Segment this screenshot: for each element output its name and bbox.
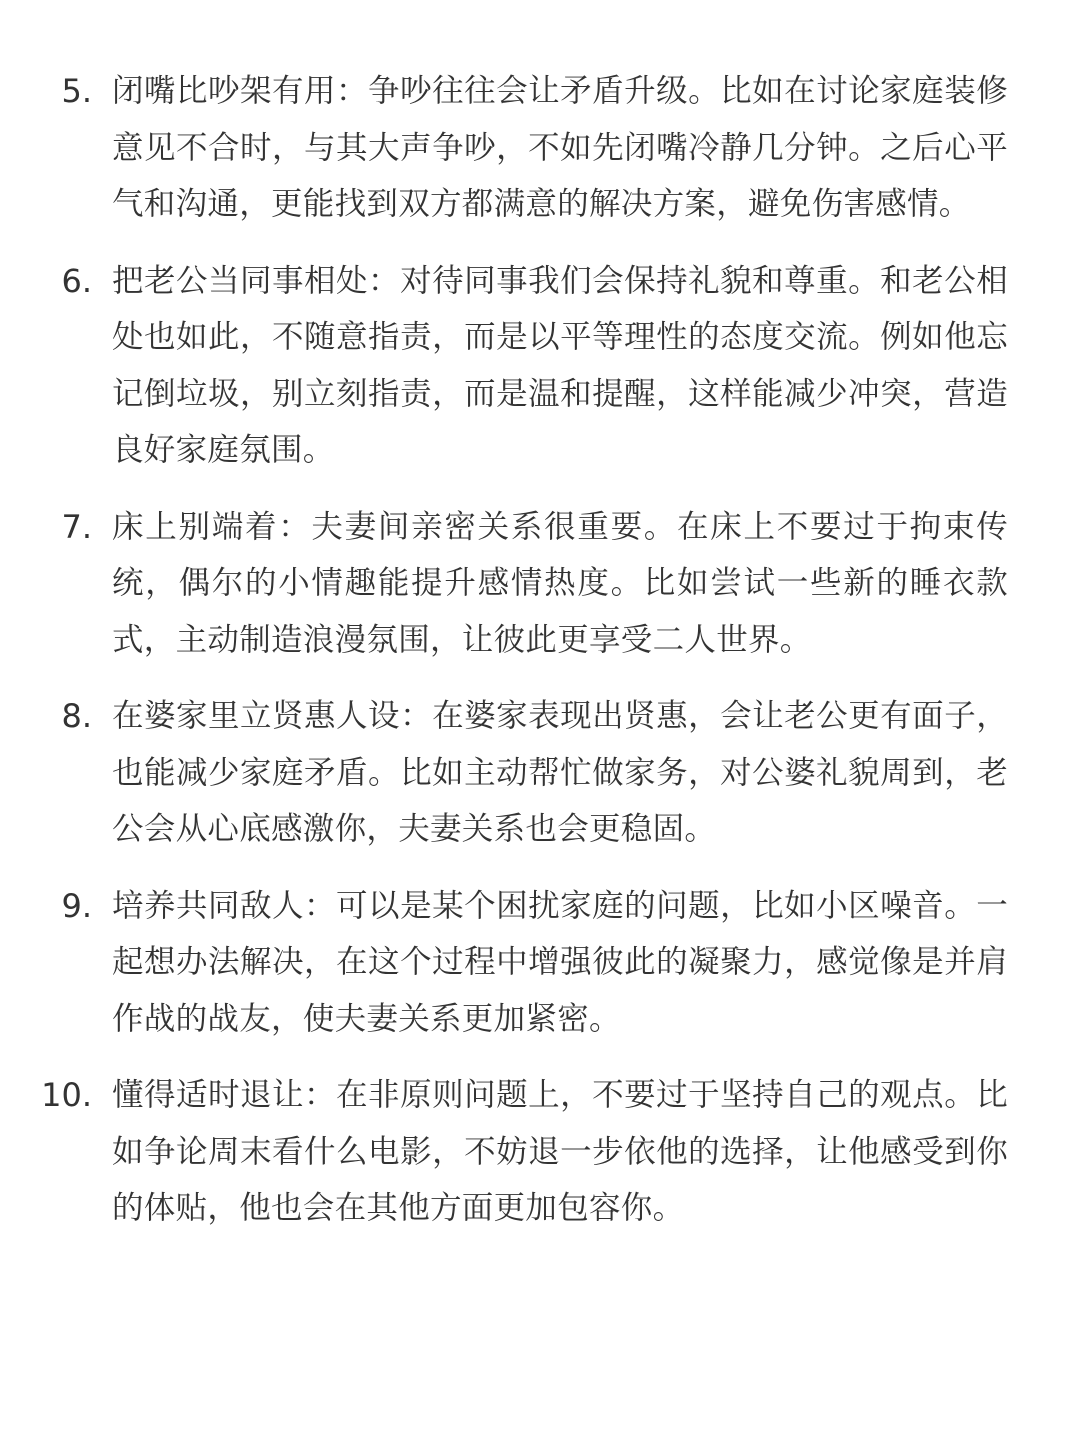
list-item-text: 在婆家里立贤惠人设：在婆家表现出贤惠，会让老公更有面子，也能减少家庭矛盾。比如主动帮忙做家务，对公婆礼貌周到，老公会从心底感激你，夫妻关系也会更稳固。 [112,698,1008,847]
list-item-text: 闭嘴比吵架有用：争吵往往会让矛盾升级。比如在讨论家庭装修意见不合时，与其大声争吵，不如先闭嘴冷静几分钟。之后心平气和沟通，更能找到双方都满意的解决方案，避免伤害感情。 [112,73,1008,222]
list-item [0,499,1008,669]
list-item-text: 懂得适时退让：在非原则问题上，不要过于坚持自己的观点。比如争论周末看什么电影，不妨退一步依他的选择，让他感受到你的体贴，他也会在其他方面更加包容你。 [112,1077,1008,1226]
list-item-number: 7. [61,507,92,546]
list-item-text: 培养共同敌人：可以是某个困扰家庭的问题，比如小区噪音。一起想办法解决，在这个过程中增强彼此的凝聚力，感觉像是并肩作战的战友，使夫妻关系更加紧密。 [112,887,1008,1037]
list-item [0,878,1008,1048]
list-item [0,1067,1008,1237]
list-item [0,253,1008,479]
list-item-text: 把老公当同事相处：对待同事我们会保持礼貌和尊重。和老公相处也如此，不随意指责，而是以平等理性的态度交流。例如他忘记倒垃圾，别立刻指责，而是温和提醒，这样能减少冲突，营造良好家庭氛围。 [112,262,1008,468]
list-item-number: 5. [61,72,92,110]
list-item-number: 6. [61,261,92,300]
list-item-number: 10. [41,1076,92,1114]
list-item-text: 床上别端着：夫妻间亲密关系很重要。在床上不要过于拘束传统，偶尔的小情趣能提升感情热度。比如尝试一些新的睡衣款式，主动制造浪漫氛围，让彼此更享受二人世界。 [112,508,1008,658]
list-item [0,688,1008,858]
list-item-number: 8. [61,697,92,735]
tips-list [0,63,1080,1237]
list-item [0,63,1008,233]
list-item-number: 9. [61,886,92,925]
